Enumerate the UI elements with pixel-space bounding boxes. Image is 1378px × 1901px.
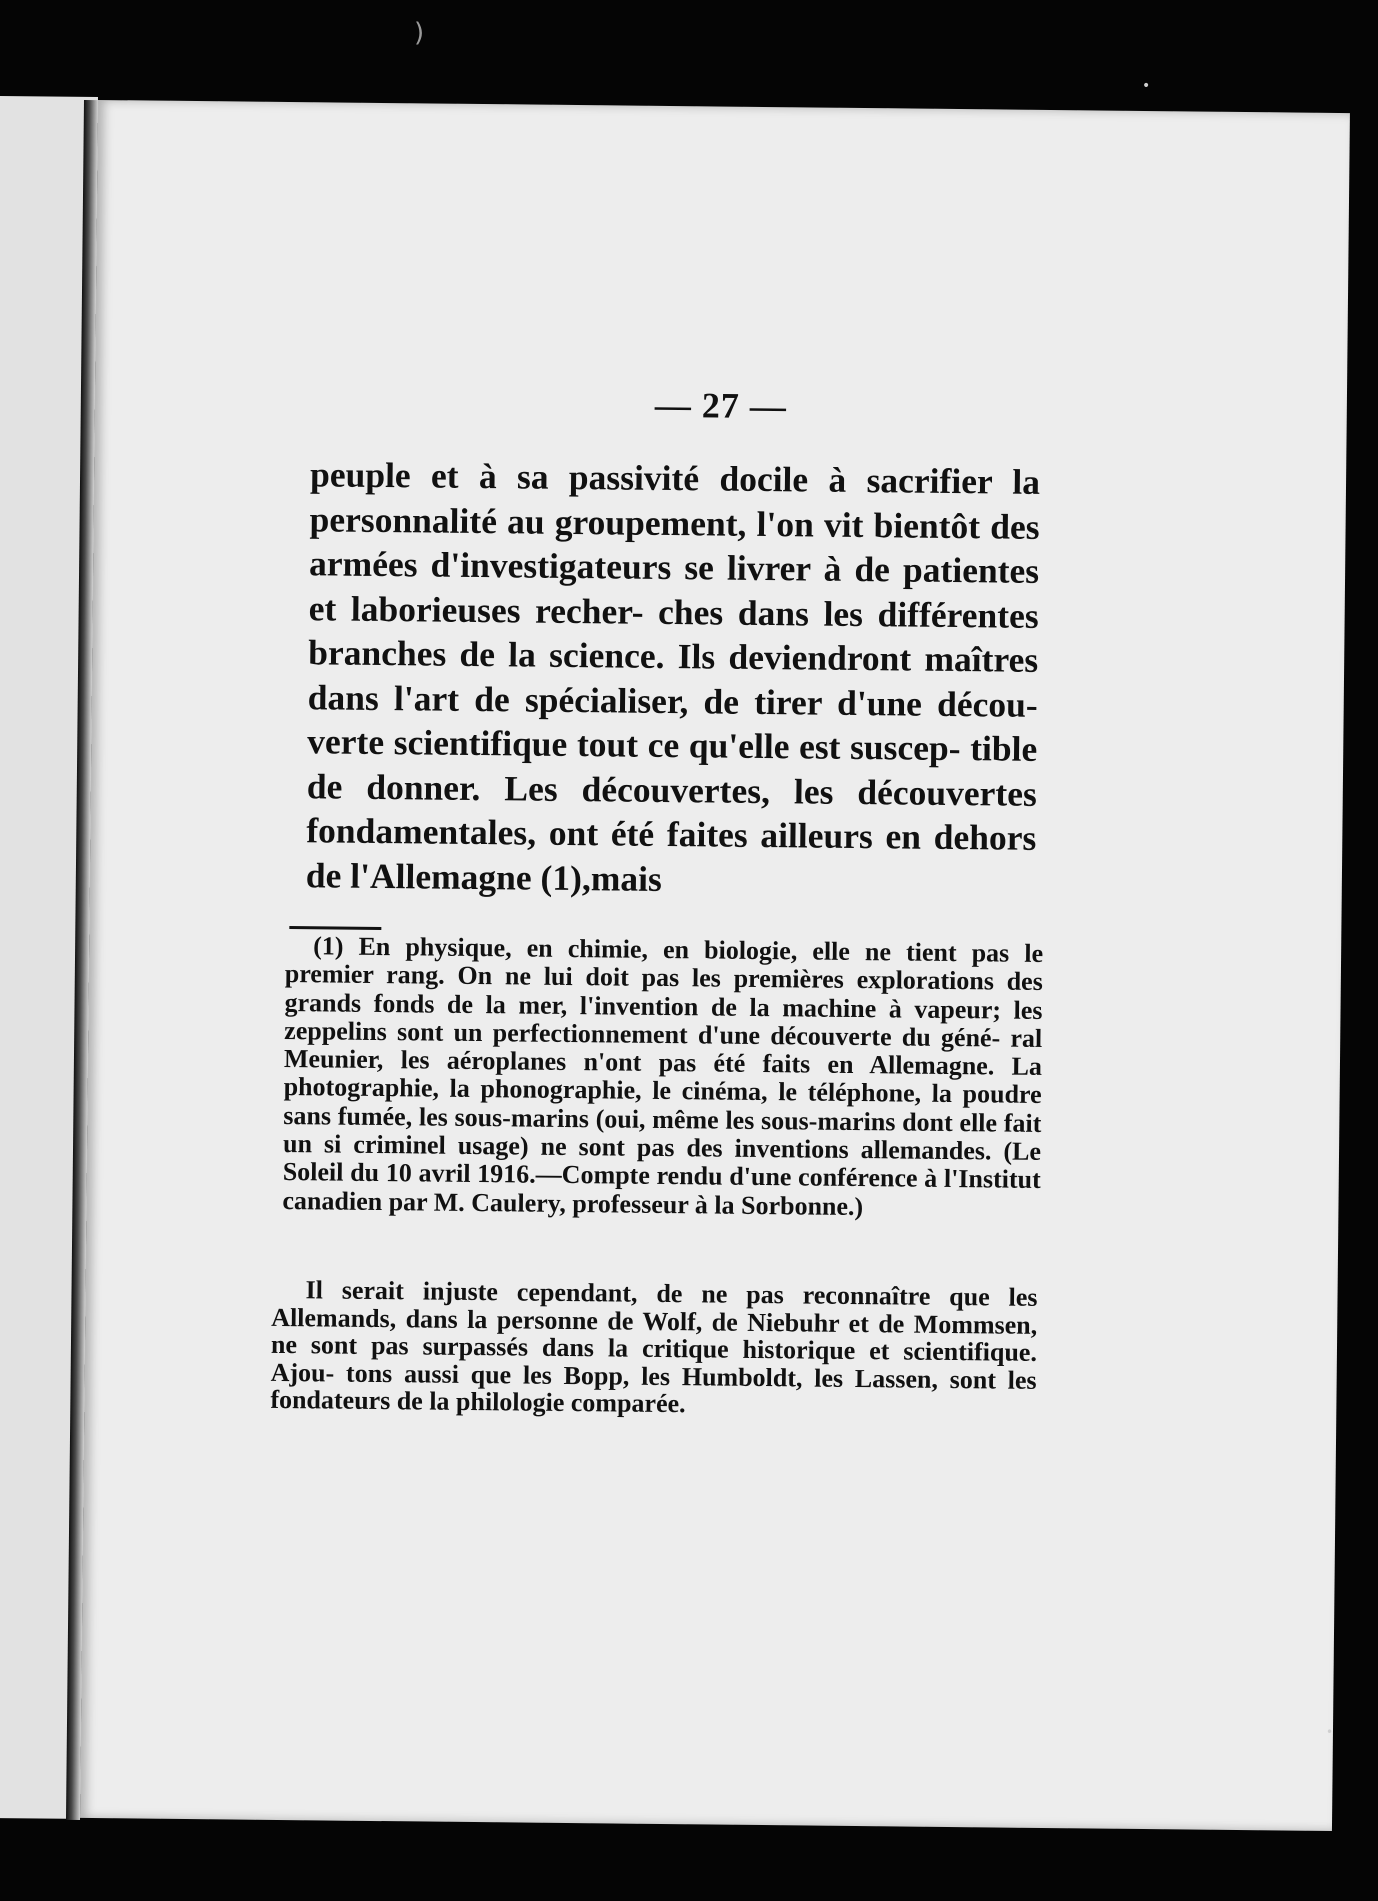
- main-paragraph: peuple et à sa passivité docile à sacrifier la personnalité au groupement, l'on vit bientôt des armées d'investigateurs se livrer à de patientes et laborieuses recher- ches dans les différentes branches de la science. Ils deviendront maîtres dans l'art de spécialiser, de tirer d'une décou- verte scientifique tout ce qu'elle est suscep- tible de donner. Les découvertes, les découvertes fondamentales, ont été faites ailleurs en dehors de l'Allemagne (1),mais: [305, 454, 1041, 899]
- book-page: [80, 100, 1350, 1831]
- footnote-continuation: Il serait injuste cependant, de ne pas reconnaître que les Allemands, dans la personne de Wolf, de Niebuhr et de Mommsen, ne sont pas surpassés dans la critique historique et scientifique. Ajou- tons aussi que les Bopp, les Humboldt, les Lassen, sont les fondateurs de la philologie comparée.: [270, 1275, 1038, 1419]
- footnote-separator: [289, 926, 381, 930]
- page-number: — 27 —: [654, 384, 788, 427]
- scan-speck: ): [414, 18, 425, 48]
- footnote-1: (1) En physique, en chimie, en biologie, elle ne tient pas le premier rang. On ne lui doit pas les premières explorations des grands fonds de la mer, l'invention de la machine à vapeur; les zeppelins sont un perfectionnement d'une découverte du géné- ral Meunier, les aéroplanes n'ont pas été faits en Allemagne. La photographie, la phonographie, le cinéma, le téléphone, la poudre sans fumée, les sous-marins (oui, même les sous-marins dont elle fait un si criminel usage) ne sont pas des inventions allemandes. (Le Soleil du 10 avril 1916.—Compte rendu d'une conférence à l'Institut canadien par M. Caulery, professeur à la Sorbonne.): [282, 931, 1044, 1221]
- scan-speck: •: [1326, 1725, 1334, 1739]
- scan-speck: •: [1142, 78, 1151, 94]
